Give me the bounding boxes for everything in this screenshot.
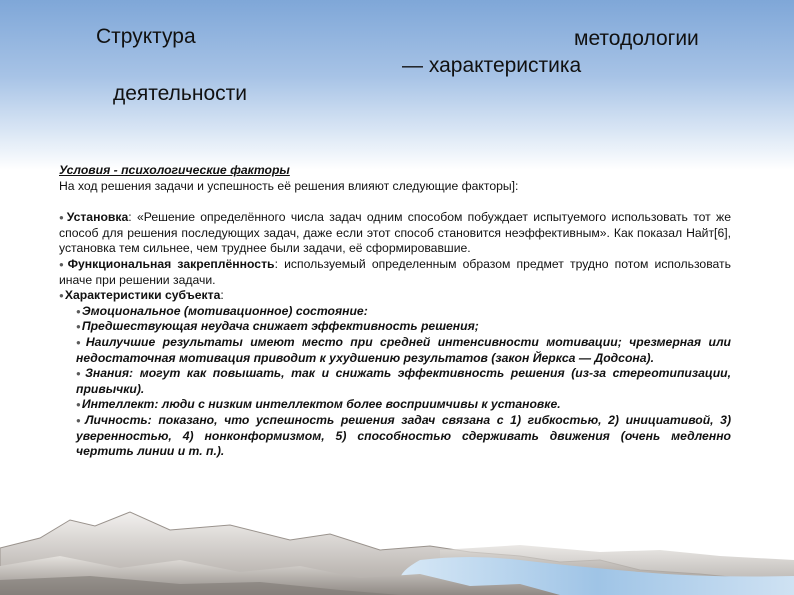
- subject-subitem: [59, 319, 731, 335]
- subitem-text: Интеллект: люди с низким интеллектом более восприимчивы к установке.: [81, 397, 561, 412]
- subitem-text: Предшествующая неудача снижает эффективность решения;: [81, 319, 479, 334]
- factor-item: [59, 257, 731, 288]
- subject-subitem: [59, 413, 731, 460]
- factor-term: Установка: [66, 210, 129, 225]
- factor-term: Функциональная закреплённость: [67, 256, 275, 271]
- subitem-text: Наилучшие результаты имеют место при средней интенсивности мотивации; чрезмерная или недостаточная мотивация приводит к ухудшению результатов (закон Йеркса — Додсона).: [76, 334, 731, 365]
- bullet-icon: ●: [76, 337, 85, 347]
- section-heading: Условия - психологические факторы: [59, 163, 290, 177]
- content-body: [59, 163, 731, 460]
- bullet-icon: ●: [59, 291, 64, 301]
- spacer: [59, 194, 731, 210]
- bullet-icon: ●: [59, 213, 66, 223]
- factor-item: [59, 210, 731, 257]
- factor-item: [59, 288, 731, 304]
- bullet-icon: ●: [76, 415, 85, 425]
- bullet-icon: ●: [76, 322, 81, 332]
- factor-text: :: [220, 288, 224, 303]
- bullet-icon: ●: [76, 306, 81, 316]
- factor-text: : используемый определенным образом предмет трудно потом использовать иначе при решении задачи.: [59, 256, 731, 287]
- title-word-methodology: методологии: [574, 27, 699, 50]
- factor-term: Характеристики субъекта: [64, 288, 221, 303]
- subitem-text: Личность: показано, что успешность решения задач связана с 1) гибкостью, 2) инициативой, 3) уверенностью, 4) нонконформизмом, 5) способностью сдерживать движения (очень медленно чертить линии и т. п.).: [76, 412, 732, 459]
- intro-text: На ход решения задачи и успешность её решения влияют следующие факторы]:: [59, 178, 519, 193]
- title-word-structure: Структура: [96, 25, 196, 48]
- factor-text: : «Решение определённого числа задач одним способом побуждает испытуемого использовать тот же способ для решения последующих задач, даже если этот способ становится неэффективным». Как показал Найт[6], установка тем сильнее, чем труднее были задачи, её сформировавшие.: [59, 210, 731, 256]
- bullet-icon: ●: [76, 400, 81, 410]
- subject-subitem: [59, 366, 731, 397]
- mountain-landscape: [0, 490, 794, 595]
- subject-subitem: [59, 304, 731, 320]
- title-word-activity: деятельности: [113, 82, 247, 105]
- bullet-icon: ●: [59, 259, 67, 269]
- title-word-characteristic: — характеристика: [402, 54, 582, 77]
- subject-subitem: [59, 335, 731, 366]
- subitem-text: Знания: могут как повышать, так и снижать эффективность решения (из-за стереотипизации, привычки).: [76, 366, 731, 396]
- subject-subitem: [59, 397, 731, 413]
- bullet-icon: ●: [76, 369, 85, 379]
- subitem-text: Эмоциональное (мотивационное) состояние:: [81, 303, 368, 318]
